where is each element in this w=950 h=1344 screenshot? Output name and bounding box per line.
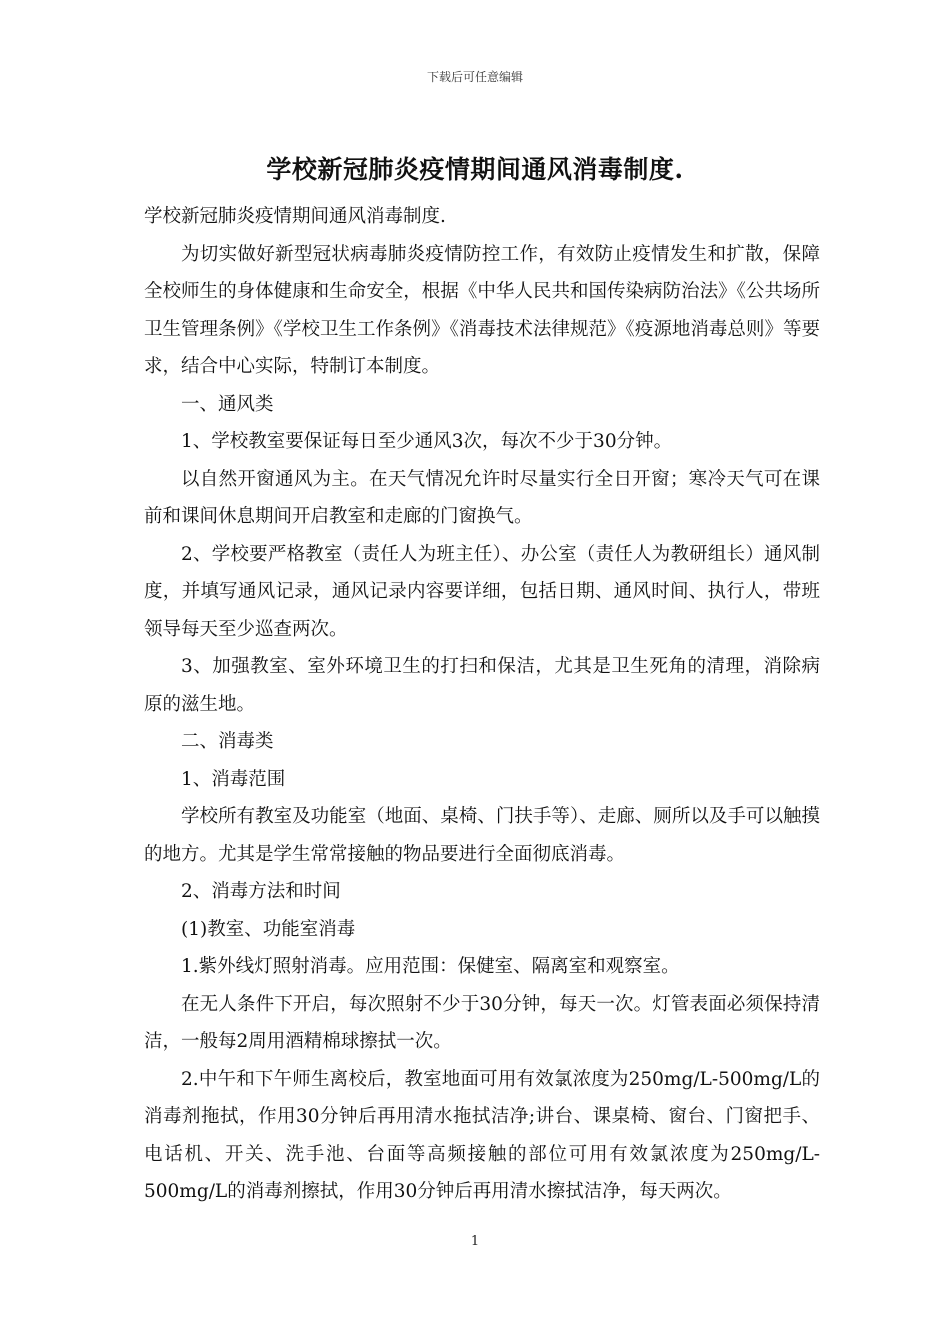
subsection-heading: 2、消毒方法和时间 <box>181 881 341 902</box>
page-number: 1 <box>470 1234 480 1249</box>
body-paragraph: 在无人条件下开启，每次照射不少于30分钟，每天一次。灯管表面必须保持清洁，一般每2周用酒精棉球擦拭一次。 <box>144 993 820 1052</box>
body-paragraph: 1.紫外线灯照射消毒。应用范围：保健室、隔离室和观察室。 <box>181 956 680 977</box>
document-body <box>144 198 820 1211</box>
body-paragraph: 学校新冠肺炎疫情期间通风消毒制度. <box>144 206 446 227</box>
body-paragraph: 2.中午和下午师生离校后，教室地面可用有效氯浓度为250mg/L-500mg/L的消毒剂拖拭，作用30分钟后再用清水拖拭洁净;讲台、课桌椅、窗台、门窗把手、电话机、开关、洗手池、台面等高频接触的部位可用有效氯浓度为250mg/L-500mg/L的消毒剂擦拭，作用30分钟后再用清水擦拭洁净，每天两次。 <box>144 1068 820 1202</box>
body-paragraph: 2、学校要严格教室（责任人为班主任）、办公室（责任人为教研组长）通风制度，并填写通风记录，通风记录内容要详细，包括日期、通风时间、执行人，带班领导每天至少巡查两次。 <box>144 543 820 640</box>
subsection-heading: (1)教室、功能室消毒 <box>181 918 356 940</box>
section-heading: 一、通风类 <box>181 393 274 415</box>
body-paragraph: 以自然开窗通风为主。在天气情况允许时尽量实行全日开窗；寒冷天气可在课前和课间休息期间开启教室和走廊的门窗换气。 <box>144 468 820 527</box>
section-heading: 二、消毒类 <box>181 731 274 752</box>
body-paragraph: 为切实做好新型冠状病毒肺炎疫情防控工作，有效防止疫情发生和扩散，保障全校师生的身体健康和生命安全，根据《中华人民共和国传染病防治法》《公共场所卫生管理条例》《学校卫生工作条例》《消毒技术法律规范》《疫源地消毒总则》等要求，结合中心实际，特制订本制度。 <box>144 243 820 377</box>
body-paragraph: 1、学校教室要保证每日至少通风3次，每次不少于30分钟。 <box>181 431 673 452</box>
subsection-heading: 1、消毒范围 <box>181 768 286 790</box>
body-paragraph: 学校所有教室及功能室（地面、桌椅、门扶手等）、走廊、厕所以及手可以触摸的地方。尤其是学生常常接触的物品要进行全面彻底消毒。 <box>144 806 820 865</box>
body-paragraph: 3、加强教室、室外环境卫生的打扫和保洁，尤其是卫生死角的清理，消除病原的滋生地。 <box>144 656 820 715</box>
header-note: 下载后可任意编辑 <box>426 70 523 84</box>
document-title: 学校新冠肺炎疫情期间通风消毒制度. <box>266 155 684 184</box>
